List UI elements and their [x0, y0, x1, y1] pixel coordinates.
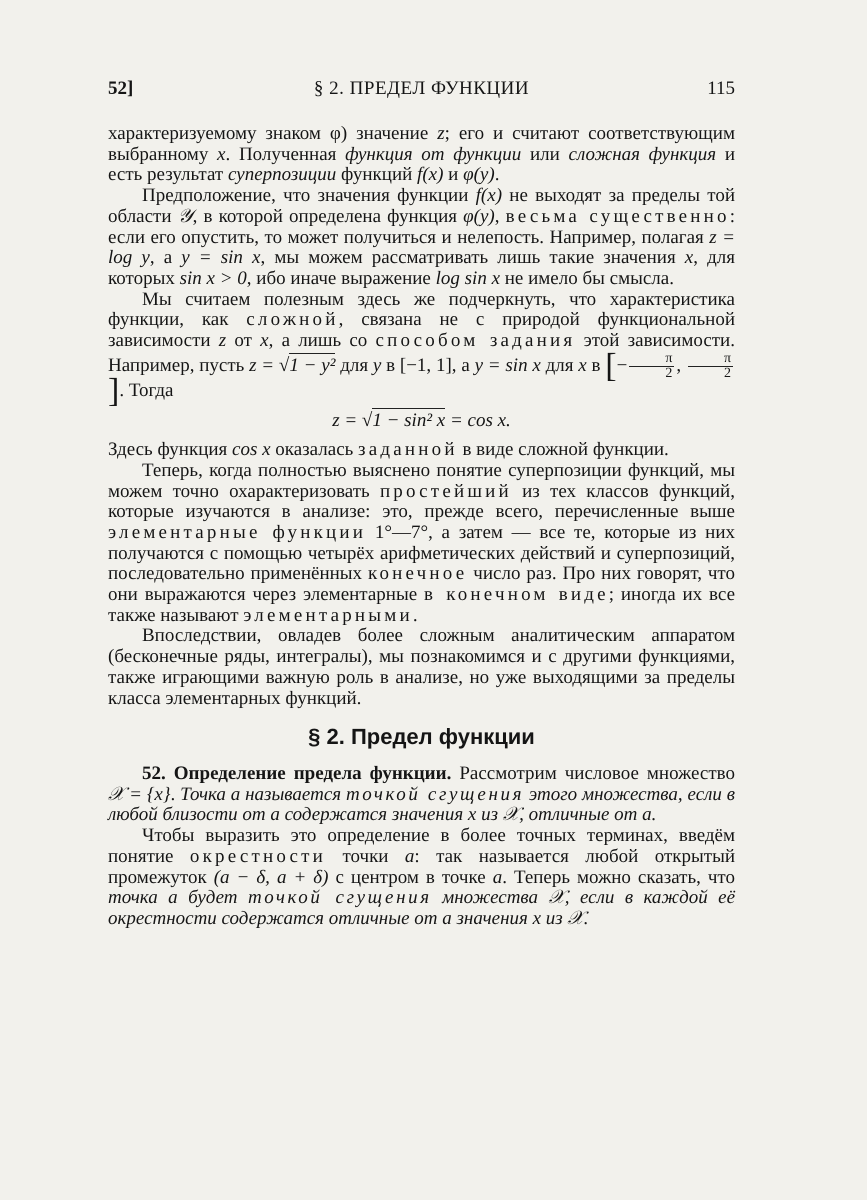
interval-formula: [− $\frac{\pi}{2}$ , $\frac{\pi}{2}$ ] — [108, 347, 732, 410]
spaced-emphasis: весьма существенно — [505, 205, 730, 227]
term-superposition: суперпозиции — [227, 164, 337, 186]
paragraph-2: Предположение, что значения функции f(x) не выходят за пределы той области 𝒴, в которой определена функция φ(y), весьма существенно: если его опустить, то может получиться и нелепость. Например, полагая z = log y, а y = sin x, мы можем рассматривать лишь такие значения x, для которых sin x > 0, ибо иначе выражение log sin x не имело бы смысла. — [108, 185, 736, 289]
spaced-emphasis: простейший — [379, 480, 512, 502]
spaced-emphasis: конечное — [367, 563, 468, 585]
display-formula: z = √1 − sin² x = cos x. — [332, 410, 511, 432]
paragraph-1: характеризуемому знаком φ) значение z; его и считают соответствующим выбранному x. Полученная функция от функции или сложная функция и есть результат суперпозиции функций f(x) и φ(y). — [108, 123, 735, 186]
spaced-emphasis: элементарными — [243, 604, 413, 626]
subsection-paragraph-1: 52. Определение предела функции. Рассмотрим числовое множество 𝒳 = {x}. Точка a называется точкой сгущения этого множества, если в любой близости от a содержатся значения x из 𝒳, отличные от a. — [108, 762, 735, 826]
section-heading: § 2. Предел функции — [308, 724, 535, 750]
spaced-emphasis: точкой сгущения — [247, 887, 432, 909]
term-function-of-function: функция от функции — [345, 143, 522, 165]
spaced-emphasis: в конечном виде — [424, 584, 609, 606]
fraction: $\frac{\pi}{2}$ — [629, 352, 674, 381]
spaced-emphasis: сложной — [246, 309, 339, 331]
running-title: § 2. ПРЕДЕЛ ФУНКЦИИ — [313, 78, 530, 99]
subsection-title: 52. Определение предела функции. — [142, 762, 452, 784]
spaced-emphasis: способом задания — [375, 330, 576, 352]
section-number-header: 52] — [108, 78, 134, 99]
page-number: 115 — [707, 78, 735, 99]
spaced-emphasis: точкой сгущения — [345, 783, 525, 805]
paragraph-4: Здесь функция cos x оказалась заданной в виде сложной функции. — [108, 439, 669, 461]
paragraph-6: Впоследствии, овладев более сложным аналитическим аппаратом (бесконечные ряды, интегралы), мы познакомимся и с другими функциями, также играющими важную роль в анализе, но уже выходящими за пределы класса элементарных функций. — [108, 625, 735, 709]
paragraph-3: Мы считаем полезным здесь же подчеркнуть, что характеристика функции, как сложной, связана не с природой функциональной зависимости z от x, а лишь со способом задания этой зависимости. Например, пусть z = √1 − y² для y в [−1, 1], а y = sin x для x в [− $\frac{\pi}{2}$ , $\frac{\pi}{2}$ ]. Тогда — [108, 288, 735, 410]
body-text — [108, 124, 735, 930]
spaced-emphasis: элементарные функции — [108, 521, 367, 543]
spaced-emphasis: заданной — [358, 439, 458, 461]
spaced-emphasis: окрестности — [189, 845, 327, 867]
paragraph-5: Теперь, когда полностью выяснено понятие суперпозиции функций, мы можем точно охарактеризовать простейший из тех классов функций, которые изучаются в анализе: это, прежде всего, перечисленные выше элементарные функции 1°—7°, а затем — все те, которые из них получаются с помощью четырёх арифметических действий и суперпозиций, последовательно применённых конечное число раз. Про них говорят, что они выражаются через элементарные в конечном виде; иногда их все также называют элементарными. — [108, 459, 736, 626]
inline-formula-sqrt: z = √1 − y² — [249, 354, 336, 376]
term-composite-function: сложная функция — [568, 143, 717, 165]
fraction: $\frac{\pi}{2}$ — [688, 352, 733, 381]
book-page — [108, 78, 735, 1118]
subsection-paragraph-2: Чтобы выразить это определение в более точных терминах, введём понятие окрестности точки a: так называется любой открытый промежуток (a − δ, a + δ) с центром в точке a. Теперь можно сказать, что точка a будет точкой сгущения множества 𝒳, если в каждой её окрестности содержатся отличные от a значения x из 𝒳. — [108, 825, 736, 929]
running-head — [108, 78, 735, 108]
